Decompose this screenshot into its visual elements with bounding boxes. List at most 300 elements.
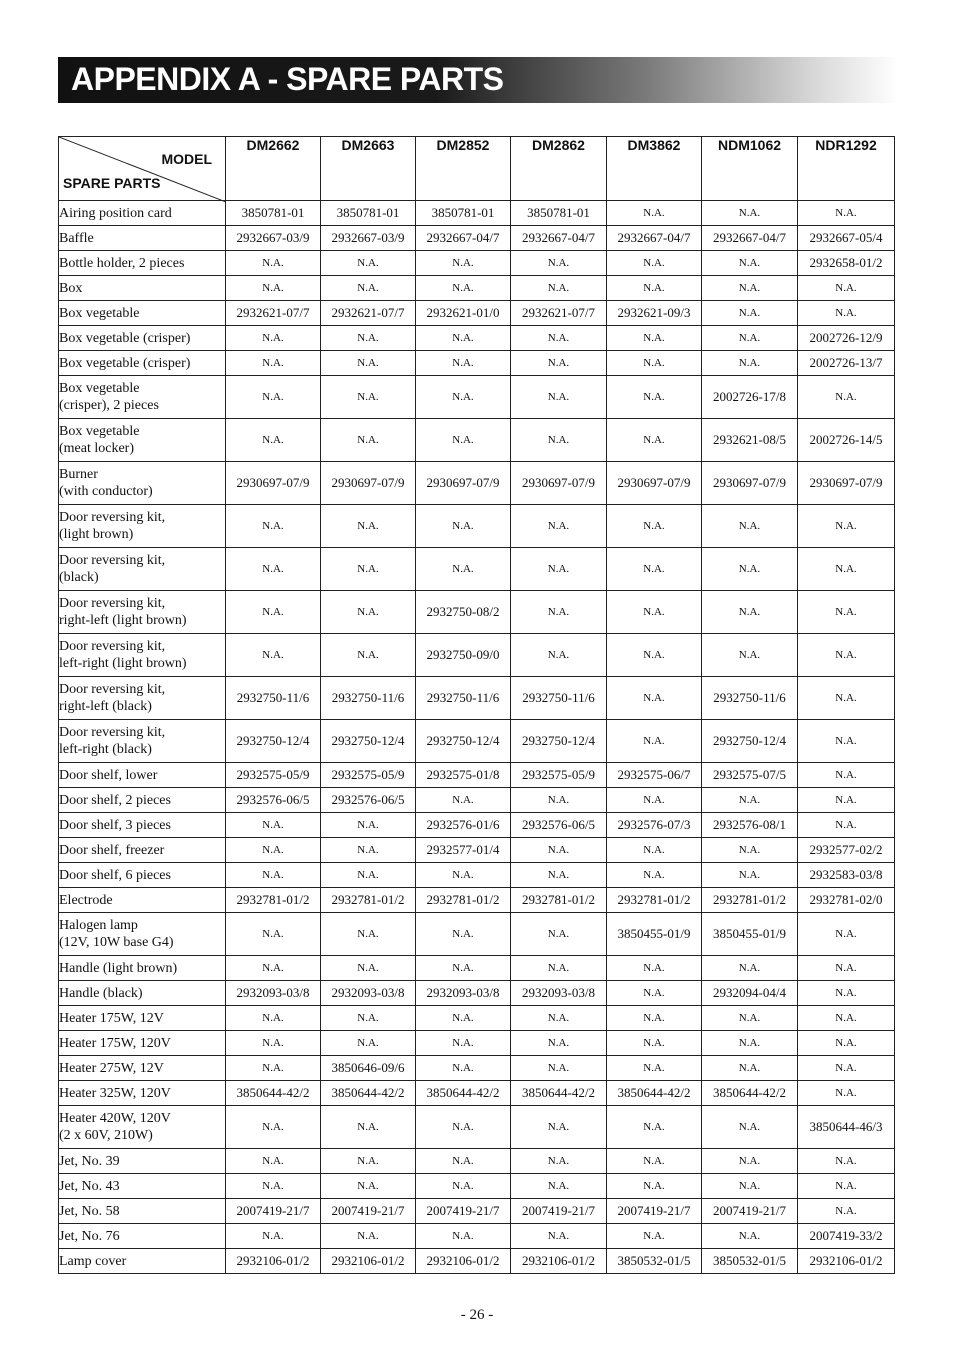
part-name-cell bbox=[59, 1031, 226, 1056]
part-number-cell: 2932621-07/7 bbox=[321, 301, 416, 326]
part-number-cell: N.A. bbox=[702, 788, 798, 813]
part-number-cell: N.A. bbox=[511, 788, 607, 813]
part-number-cell: 3850644-42/2 bbox=[416, 1081, 511, 1106]
table-row bbox=[59, 677, 895, 720]
part-number-cell: N.A. bbox=[702, 1224, 798, 1249]
table-row bbox=[59, 1106, 895, 1149]
part-number-cell: N.A. bbox=[798, 981, 895, 1006]
part-name-line: Bottle holder, 2 pieces bbox=[59, 255, 185, 271]
part-number-cell: N.A. bbox=[607, 1106, 702, 1149]
part-number-cell: N.A. bbox=[416, 1056, 511, 1081]
part-number-cell: 2932621-07/7 bbox=[511, 301, 607, 326]
part-number-cell: 2932781-01/2 bbox=[511, 888, 607, 913]
part-number-cell: N.A. bbox=[607, 376, 702, 419]
part-number-cell: N.A. bbox=[511, 863, 607, 888]
part-name-line: Jet, No. 58 bbox=[59, 1203, 120, 1219]
part-name-cell bbox=[59, 226, 226, 251]
part-name-cell bbox=[59, 1224, 226, 1249]
part-number-cell: N.A. bbox=[607, 863, 702, 888]
part-name-cell bbox=[59, 376, 226, 419]
part-name-line: (black) bbox=[59, 570, 99, 585]
part-number-cell: 2932667-03/9 bbox=[226, 226, 321, 251]
part-number-cell: N.A. bbox=[416, 326, 511, 351]
part-number-cell: 2932621-08/5 bbox=[702, 419, 798, 462]
part-number-cell: 2932750-12/4 bbox=[702, 720, 798, 763]
table-header-row bbox=[59, 137, 895, 201]
part-number-cell: 2932575-06/7 bbox=[607, 763, 702, 788]
part-number-cell: N.A. bbox=[702, 591, 798, 634]
part-number-cell: N.A. bbox=[511, 276, 607, 301]
part-number-cell: 3850532-01/5 bbox=[607, 1249, 702, 1274]
part-number-cell: N.A. bbox=[321, 591, 416, 634]
part-number-cell: N.A. bbox=[798, 1149, 895, 1174]
part-number-cell: N.A. bbox=[798, 301, 895, 326]
part-number-cell: N.A. bbox=[416, 913, 511, 956]
part-number-cell: N.A. bbox=[416, 1006, 511, 1031]
part-number-cell: N.A. bbox=[321, 634, 416, 677]
part-number-cell: 2932667-04/7 bbox=[416, 226, 511, 251]
part-number-cell: N.A. bbox=[702, 863, 798, 888]
part-number-cell: 2932106-01/2 bbox=[798, 1249, 895, 1274]
part-number-cell: N.A. bbox=[226, 813, 321, 838]
part-name-line: Heater 175W, 120V bbox=[59, 1035, 171, 1051]
part-number-cell: N.A. bbox=[321, 863, 416, 888]
part-name-line: Door reversing kit, bbox=[59, 725, 166, 740]
part-number-cell: N.A. bbox=[226, 376, 321, 419]
table-row bbox=[59, 462, 895, 505]
table-row bbox=[59, 634, 895, 677]
part-number-cell: N.A. bbox=[511, 505, 607, 548]
part-name-cell bbox=[59, 276, 226, 301]
part-number-cell: N.A. bbox=[226, 351, 321, 376]
table-row bbox=[59, 788, 895, 813]
part-number-cell: N.A. bbox=[511, 634, 607, 677]
part-name-line: Box vegetable (crisper) bbox=[59, 355, 191, 371]
part-name-line: (crisper), 2 pieces bbox=[59, 398, 159, 413]
part-number-cell: N.A. bbox=[321, 505, 416, 548]
diagonal-divider bbox=[59, 137, 226, 202]
part-number-cell: 3850781-01 bbox=[511, 201, 607, 226]
part-number-cell: N.A. bbox=[321, 1106, 416, 1149]
part-number-cell: 2002726-12/9 bbox=[798, 326, 895, 351]
part-name-line: Lamp cover bbox=[59, 1253, 127, 1269]
part-number-cell: N.A. bbox=[607, 981, 702, 1006]
model-header-label: MODEL bbox=[161, 151, 212, 167]
part-number-cell: 2932621-09/3 bbox=[607, 301, 702, 326]
part-number-cell: N.A. bbox=[607, 505, 702, 548]
part-number-cell: N.A. bbox=[321, 1006, 416, 1031]
part-number-cell: 2932093-03/8 bbox=[416, 981, 511, 1006]
part-number-cell: N.A. bbox=[607, 1006, 702, 1031]
part-number-cell: N.A. bbox=[226, 913, 321, 956]
table-row bbox=[59, 1149, 895, 1174]
part-number-cell: 2932667-04/7 bbox=[511, 226, 607, 251]
part-number-cell: N.A. bbox=[702, 548, 798, 591]
part-number-cell: N.A. bbox=[416, 863, 511, 888]
part-name-line: Heater 325W, 120V bbox=[59, 1085, 171, 1101]
part-number-cell: 3850532-01/5 bbox=[702, 1249, 798, 1274]
part-number-cell: 2932750-11/6 bbox=[416, 677, 511, 720]
part-name-line: Door shelf, 3 pieces bbox=[59, 817, 171, 833]
table-row bbox=[59, 763, 895, 788]
part-name-cell bbox=[59, 788, 226, 813]
part-number-cell: N.A. bbox=[321, 251, 416, 276]
part-number-cell: 2930697-07/9 bbox=[607, 462, 702, 505]
part-name-cell bbox=[59, 419, 226, 462]
part-number-cell: N.A. bbox=[321, 376, 416, 419]
part-number-cell: 2932093-03/8 bbox=[511, 981, 607, 1006]
part-number-cell: 3850781-01 bbox=[416, 201, 511, 226]
part-number-cell: N.A. bbox=[416, 419, 511, 462]
part-number-cell: 2932781-01/2 bbox=[226, 888, 321, 913]
part-number-cell: N.A. bbox=[702, 1106, 798, 1149]
part-number-cell: 2932750-12/4 bbox=[511, 720, 607, 763]
part-name-cell bbox=[59, 677, 226, 720]
part-number-cell: 2002726-13/7 bbox=[798, 351, 895, 376]
part-number-cell: 2932576-06/5 bbox=[321, 788, 416, 813]
part-number-cell: 2932106-01/2 bbox=[416, 1249, 511, 1274]
part-number-cell: N.A. bbox=[702, 956, 798, 981]
part-number-cell: 2932750-12/4 bbox=[321, 720, 416, 763]
part-number-cell: N.A. bbox=[798, 788, 895, 813]
table-row bbox=[59, 1199, 895, 1224]
part-name-cell bbox=[59, 548, 226, 591]
part-name-line: Airing position card bbox=[59, 205, 172, 221]
part-number-cell: N.A. bbox=[702, 301, 798, 326]
part-number-cell: 2007419-21/7 bbox=[511, 1199, 607, 1224]
table-row bbox=[59, 720, 895, 763]
part-number-cell: N.A. bbox=[511, 1149, 607, 1174]
part-number-cell: N.A. bbox=[607, 677, 702, 720]
part-number-cell: N.A. bbox=[226, 1006, 321, 1031]
part-number-cell: N.A. bbox=[798, 1056, 895, 1081]
part-number-cell: 2932575-01/8 bbox=[416, 763, 511, 788]
part-number-cell: N.A. bbox=[321, 1224, 416, 1249]
part-name-line: Door reversing kit, bbox=[59, 596, 166, 611]
part-number-cell: 2932575-07/5 bbox=[702, 763, 798, 788]
part-number-cell: N.A. bbox=[416, 1174, 511, 1199]
part-number-cell: N.A. bbox=[511, 376, 607, 419]
part-number-cell: N.A. bbox=[511, 326, 607, 351]
part-number-cell: N.A. bbox=[798, 677, 895, 720]
part-number-cell: N.A. bbox=[702, 326, 798, 351]
spare-parts-header-label: SPARE PARTS bbox=[63, 175, 161, 191]
table-row bbox=[59, 419, 895, 462]
table-row bbox=[59, 1174, 895, 1199]
table-body bbox=[59, 201, 895, 1274]
table-row bbox=[59, 1249, 895, 1274]
part-number-cell: 2930697-07/9 bbox=[798, 462, 895, 505]
part-number-cell: N.A. bbox=[226, 548, 321, 591]
part-name-cell bbox=[59, 1174, 226, 1199]
part-number-cell: N.A. bbox=[511, 1031, 607, 1056]
part-name-line: Baffle bbox=[59, 230, 94, 246]
part-number-cell: N.A. bbox=[702, 1006, 798, 1031]
part-number-cell: 3850455-01/9 bbox=[702, 913, 798, 956]
part-number-cell: 2932781-01/2 bbox=[607, 888, 702, 913]
part-number-cell: N.A. bbox=[607, 251, 702, 276]
table-row bbox=[59, 1224, 895, 1249]
part-number-cell: 2932750-11/6 bbox=[511, 677, 607, 720]
part-number-cell: N.A. bbox=[607, 956, 702, 981]
part-number-cell: N.A. bbox=[226, 634, 321, 677]
part-number-cell: N.A. bbox=[321, 813, 416, 838]
part-number-cell: N.A. bbox=[416, 1031, 511, 1056]
part-number-cell: N.A. bbox=[607, 276, 702, 301]
part-number-cell: N.A. bbox=[416, 1106, 511, 1149]
part-number-cell: N.A. bbox=[226, 1174, 321, 1199]
part-number-cell: 2932093-03/8 bbox=[226, 981, 321, 1006]
part-number-cell: N.A. bbox=[226, 838, 321, 863]
part-number-cell: N.A. bbox=[607, 838, 702, 863]
part-number-cell: 2932781-02/0 bbox=[798, 888, 895, 913]
part-name-cell bbox=[59, 888, 226, 913]
part-number-cell: N.A. bbox=[798, 505, 895, 548]
part-name-cell bbox=[59, 301, 226, 326]
part-number-cell: 3850644-42/2 bbox=[702, 1081, 798, 1106]
part-number-cell: N.A. bbox=[702, 505, 798, 548]
part-name-line: Door reversing kit, bbox=[59, 510, 166, 525]
part-name-line: left-right (black) bbox=[59, 742, 152, 757]
part-number-cell: N.A. bbox=[416, 548, 511, 591]
table-row bbox=[59, 201, 895, 226]
part-number-cell: 2932750-11/6 bbox=[226, 677, 321, 720]
part-number-cell: N.A. bbox=[702, 351, 798, 376]
title-banner bbox=[58, 57, 898, 103]
part-number-cell: 2932750-11/6 bbox=[321, 677, 416, 720]
part-name-cell bbox=[59, 462, 226, 505]
part-number-cell: 2930697-07/9 bbox=[702, 462, 798, 505]
part-number-cell: 2932575-05/9 bbox=[226, 763, 321, 788]
part-number-cell: N.A. bbox=[798, 1031, 895, 1056]
part-number-cell: N.A. bbox=[798, 763, 895, 788]
part-name-line: Halogen lamp bbox=[59, 918, 138, 933]
part-number-cell: N.A. bbox=[607, 788, 702, 813]
part-number-cell: 3850781-01 bbox=[321, 201, 416, 226]
part-number-cell: 2932094-04/4 bbox=[702, 981, 798, 1006]
part-name-cell bbox=[59, 1199, 226, 1224]
part-number-cell: 2002726-17/8 bbox=[702, 376, 798, 419]
part-number-cell: N.A. bbox=[226, 1224, 321, 1249]
part-number-cell: N.A. bbox=[798, 591, 895, 634]
part-number-cell: N.A. bbox=[607, 351, 702, 376]
table-row bbox=[59, 1081, 895, 1106]
part-number-cell: N.A. bbox=[226, 1106, 321, 1149]
part-name-cell bbox=[59, 505, 226, 548]
part-name-line: Handle (light brown) bbox=[59, 960, 178, 976]
part-name-line: Box vegetable bbox=[59, 305, 140, 321]
spare-parts-table bbox=[58, 136, 895, 1274]
part-name-cell bbox=[59, 634, 226, 677]
model-header: DM2862 bbox=[511, 137, 607, 201]
part-name-cell bbox=[59, 1006, 226, 1031]
part-number-cell: N.A. bbox=[416, 1224, 511, 1249]
part-number-cell: 2932750-09/0 bbox=[416, 634, 511, 677]
part-number-cell: N.A. bbox=[607, 548, 702, 591]
part-number-cell: 3850455-01/9 bbox=[607, 913, 702, 956]
part-number-cell: 2932577-02/2 bbox=[798, 838, 895, 863]
table-row bbox=[59, 888, 895, 913]
part-name-line: Heater 420W, 120V bbox=[59, 1111, 171, 1126]
table-row bbox=[59, 226, 895, 251]
part-number-cell: 2932577-01/4 bbox=[416, 838, 511, 863]
part-name-line: Box bbox=[59, 280, 83, 296]
part-number-cell: N.A. bbox=[416, 276, 511, 301]
part-number-cell: N.A. bbox=[798, 201, 895, 226]
part-number-cell: N.A. bbox=[511, 419, 607, 462]
part-number-cell: N.A. bbox=[416, 351, 511, 376]
part-number-cell: N.A. bbox=[702, 634, 798, 677]
part-name-line: Door reversing kit, bbox=[59, 682, 166, 697]
table-row bbox=[59, 591, 895, 634]
model-header: DM2662 bbox=[226, 137, 321, 201]
part-number-cell: N.A. bbox=[511, 1174, 607, 1199]
part-name-line: (meat locker) bbox=[59, 441, 135, 456]
part-name-cell bbox=[59, 838, 226, 863]
part-number-cell: 2007419-21/7 bbox=[607, 1199, 702, 1224]
part-number-cell: 2007419-33/2 bbox=[798, 1224, 895, 1249]
table-row bbox=[59, 326, 895, 351]
part-number-cell: 2932658-01/2 bbox=[798, 251, 895, 276]
part-number-cell: N.A. bbox=[798, 548, 895, 591]
part-number-cell: N.A. bbox=[702, 201, 798, 226]
part-number-cell: 2932621-07/7 bbox=[226, 301, 321, 326]
table-row bbox=[59, 1031, 895, 1056]
table-row bbox=[59, 548, 895, 591]
part-name-cell bbox=[59, 201, 226, 226]
part-number-cell: N.A. bbox=[607, 326, 702, 351]
part-name-line: Box vegetable bbox=[59, 424, 140, 439]
part-number-cell: N.A. bbox=[226, 863, 321, 888]
part-number-cell: 2932093-03/8 bbox=[321, 981, 416, 1006]
table-row bbox=[59, 376, 895, 419]
table-row bbox=[59, 1056, 895, 1081]
part-name-cell bbox=[59, 251, 226, 276]
part-number-cell: 2932106-01/2 bbox=[321, 1249, 416, 1274]
part-number-cell: N.A. bbox=[798, 376, 895, 419]
part-number-cell: N.A. bbox=[607, 1149, 702, 1174]
part-name-line: right-left (light brown) bbox=[59, 613, 187, 628]
part-number-cell: 3850644-42/2 bbox=[226, 1081, 321, 1106]
part-number-cell: 2932576-07/3 bbox=[607, 813, 702, 838]
part-name-line: Jet, No. 76 bbox=[59, 1228, 120, 1244]
part-name-line: Heater 175W, 12V bbox=[59, 1010, 164, 1026]
part-name-line: Door shelf, lower bbox=[59, 767, 158, 783]
part-name-line: left-right (light brown) bbox=[59, 656, 187, 671]
part-name-cell bbox=[59, 913, 226, 956]
part-number-cell: N.A. bbox=[607, 419, 702, 462]
part-number-cell: 2007419-21/7 bbox=[416, 1199, 511, 1224]
part-number-cell: N.A. bbox=[511, 1224, 607, 1249]
part-number-cell: N.A. bbox=[226, 326, 321, 351]
part-name-line: Jet, No. 43 bbox=[59, 1178, 120, 1194]
table-row bbox=[59, 276, 895, 301]
part-number-cell: N.A. bbox=[607, 1056, 702, 1081]
part-number-cell: 2932575-05/9 bbox=[511, 763, 607, 788]
part-number-cell: N.A. bbox=[607, 1224, 702, 1249]
part-number-cell: N.A. bbox=[798, 1006, 895, 1031]
part-name-cell bbox=[59, 956, 226, 981]
part-number-cell: N.A. bbox=[226, 251, 321, 276]
part-number-cell: 2007419-21/7 bbox=[321, 1199, 416, 1224]
table-row bbox=[59, 301, 895, 326]
part-number-cell: N.A. bbox=[226, 505, 321, 548]
part-number-cell: N.A. bbox=[511, 351, 607, 376]
part-name-line: Box vegetable bbox=[59, 381, 140, 396]
table-row bbox=[59, 956, 895, 981]
part-name-line: Door reversing kit, bbox=[59, 553, 166, 568]
part-name-cell bbox=[59, 1249, 226, 1274]
model-header: NDR1292 bbox=[798, 137, 895, 201]
part-name-cell bbox=[59, 1056, 226, 1081]
part-number-cell: N.A. bbox=[226, 419, 321, 462]
part-number-cell: N.A. bbox=[416, 376, 511, 419]
part-name-line: Door shelf, 2 pieces bbox=[59, 792, 171, 808]
part-number-cell: N.A. bbox=[226, 276, 321, 301]
part-number-cell: 2932576-08/1 bbox=[702, 813, 798, 838]
part-number-cell: N.A. bbox=[511, 548, 607, 591]
part-number-cell: 3850646-09/6 bbox=[321, 1056, 416, 1081]
part-number-cell: 2932750-11/6 bbox=[702, 677, 798, 720]
part-name-cell bbox=[59, 1081, 226, 1106]
part-name-cell bbox=[59, 1106, 226, 1149]
part-number-cell: 3850644-46/3 bbox=[798, 1106, 895, 1149]
part-name-line: Box vegetable (crisper) bbox=[59, 330, 191, 346]
part-number-cell: 2932667-04/7 bbox=[607, 226, 702, 251]
part-number-cell: 2932576-06/5 bbox=[511, 813, 607, 838]
model-header: DM3862 bbox=[607, 137, 702, 201]
part-number-cell: N.A. bbox=[702, 251, 798, 276]
part-number-cell: N.A. bbox=[226, 591, 321, 634]
part-number-cell: 2932667-03/9 bbox=[321, 226, 416, 251]
part-number-cell: 3850781-01 bbox=[226, 201, 321, 226]
part-number-cell: N.A. bbox=[226, 1149, 321, 1174]
table-row bbox=[59, 981, 895, 1006]
part-number-cell: 2932576-01/6 bbox=[416, 813, 511, 838]
header-corner-cell bbox=[59, 137, 226, 201]
part-number-cell: N.A. bbox=[321, 326, 416, 351]
part-number-cell: 2932667-04/7 bbox=[702, 226, 798, 251]
part-number-cell: N.A. bbox=[321, 419, 416, 462]
part-number-cell: N.A. bbox=[511, 1106, 607, 1149]
part-name-line: (2 x 60V, 210W) bbox=[59, 1128, 153, 1143]
table-row bbox=[59, 913, 895, 956]
part-number-cell: N.A. bbox=[416, 1149, 511, 1174]
part-number-cell: N.A. bbox=[798, 1174, 895, 1199]
part-number-cell: N.A. bbox=[607, 591, 702, 634]
part-number-cell: 2932621-01/0 bbox=[416, 301, 511, 326]
part-number-cell: 2932781-01/2 bbox=[416, 888, 511, 913]
part-number-cell: N.A. bbox=[416, 956, 511, 981]
part-number-cell: N.A. bbox=[321, 351, 416, 376]
part-number-cell: N.A. bbox=[607, 634, 702, 677]
table-row bbox=[59, 813, 895, 838]
part-name-line: Handle (black) bbox=[59, 985, 143, 1001]
part-name-cell bbox=[59, 326, 226, 351]
part-number-cell: N.A. bbox=[798, 1199, 895, 1224]
part-number-cell: N.A. bbox=[321, 913, 416, 956]
part-number-cell: N.A. bbox=[416, 505, 511, 548]
part-name-cell bbox=[59, 1149, 226, 1174]
part-number-cell: N.A. bbox=[321, 1031, 416, 1056]
part-number-cell: N.A. bbox=[321, 548, 416, 591]
part-number-cell: 2932750-08/2 bbox=[416, 591, 511, 634]
part-name-line: (12V, 10W base G4) bbox=[59, 935, 174, 950]
page-title: APPENDIX A - SPARE PARTS bbox=[71, 61, 504, 97]
part-number-cell: N.A. bbox=[798, 720, 895, 763]
part-number-cell: N.A. bbox=[226, 1056, 321, 1081]
part-number-cell: N.A. bbox=[798, 913, 895, 956]
